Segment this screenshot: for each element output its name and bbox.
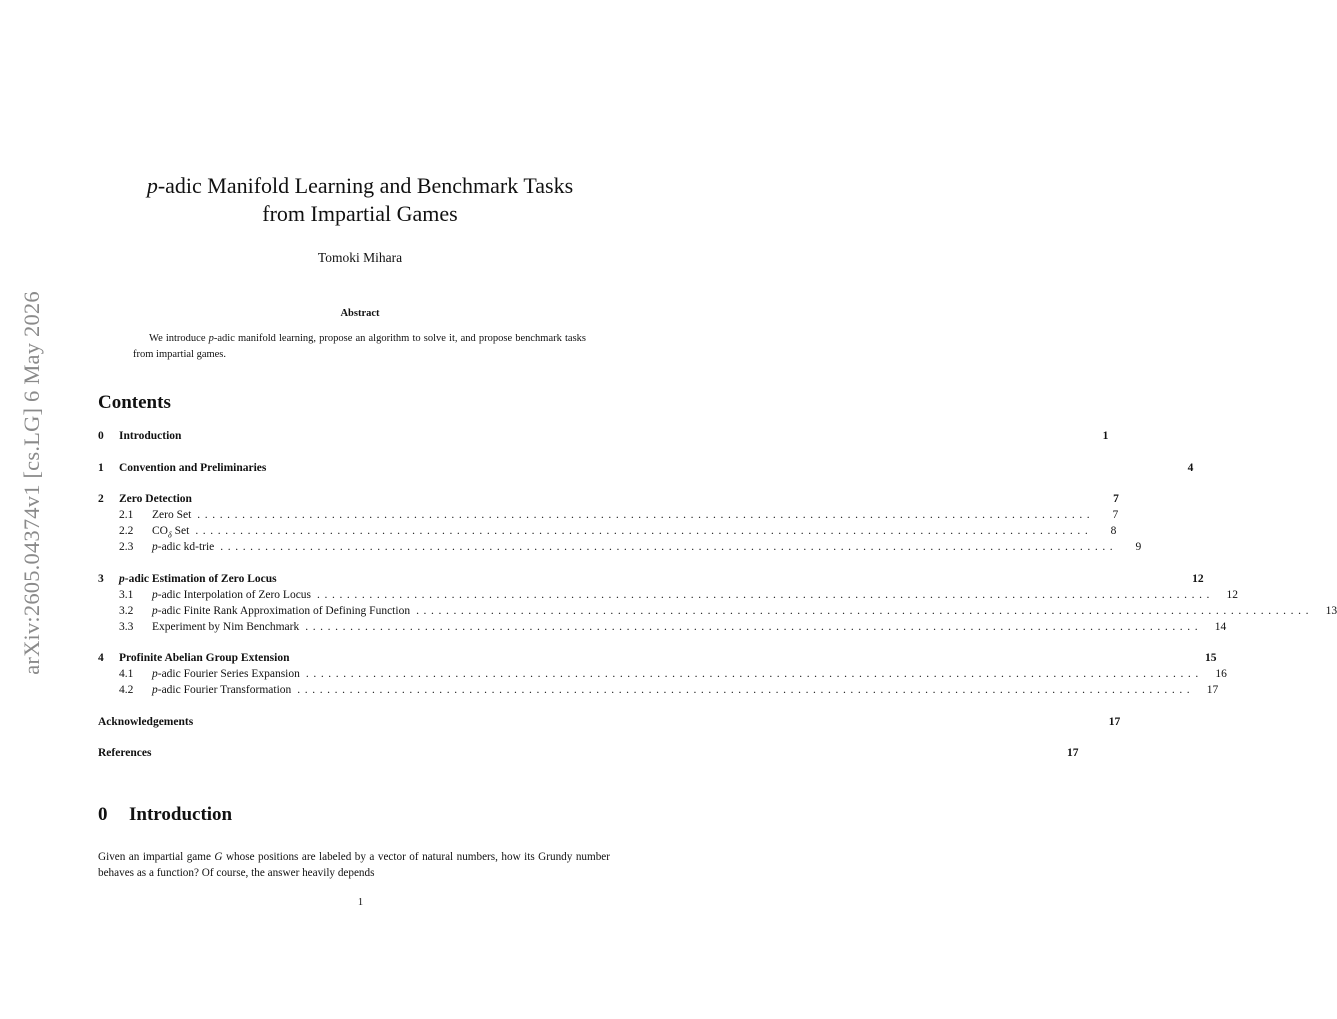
toc-entry-page: 15 xyxy=(1205,652,1217,664)
toc-entry-number: 4.1 xyxy=(119,668,134,680)
toc-entry-number: 3.1 xyxy=(119,588,134,601)
toc-entry-title: References xyxy=(98,747,152,759)
section-title: Introduction xyxy=(129,804,233,825)
title-line-2: from Impartial Games xyxy=(262,201,458,226)
toc-spacer xyxy=(98,476,610,492)
toc-spacer xyxy=(98,698,610,714)
toc-dot-leader: ........................................................................................................................ xyxy=(305,620,1203,633)
toc-entry-page: 12 xyxy=(1226,588,1239,601)
author-name: Tomoki Mihara xyxy=(317,250,403,265)
toc-entry-page: 12 xyxy=(1192,572,1204,585)
toc-entry-page: 13 xyxy=(1325,604,1337,617)
toc-dot-leader: ........................................................................................................................ xyxy=(197,509,1095,521)
paper-title xyxy=(60,172,660,228)
toc-entry-number: 0 xyxy=(98,430,104,442)
toc-entry-title: Zero Detection xyxy=(119,493,192,505)
toc-subsection-entry[interactable] xyxy=(98,587,1239,603)
toc-entry-number: 3.2 xyxy=(119,604,134,617)
title-italic-p: p xyxy=(146,173,158,198)
toc-spacer xyxy=(98,635,610,651)
toc-entry-page: 8 xyxy=(1110,525,1117,537)
toc-section-entry[interactable] xyxy=(98,714,1121,730)
toc-entry-title: p-adic Fourier Transformation xyxy=(152,684,292,696)
toc-entry-title: Experiment by Nim Benchmark xyxy=(152,620,300,633)
introduction-text: Given an impartial game G whose positions are labeled by a vector of natural numbers, how its Grundy number behaves as a function? Of course, the answer heavily depends xyxy=(98,851,610,879)
toc-dot-leader: ........................................................................................................................ xyxy=(305,668,1203,680)
toc-entry-title: p-adic Fourier Series Expansion xyxy=(152,668,300,680)
toc-entry-page: 7 xyxy=(1113,493,1119,505)
abstract-heading: Abstract xyxy=(340,308,380,319)
introduction-heading xyxy=(98,804,232,826)
toc-entry-page: 16 xyxy=(1215,668,1227,680)
abstract-text: We introduce p-adic manifold learning, propose an algorithm to solve it, and propose benchmark tasks from impartial games. xyxy=(133,333,586,360)
toc-entry-number: 4.2 xyxy=(119,684,134,696)
toc-subsection-entry[interactable] xyxy=(98,523,1117,540)
toc-entry-number: 1 xyxy=(98,461,104,474)
toc-entry-page: 17 xyxy=(1108,715,1121,728)
toc-section-entry[interactable] xyxy=(98,745,1079,761)
toc-dot-leader: ........................................................................................................................ xyxy=(416,604,1314,617)
toc-dot-leader: ........................................................................................................................ xyxy=(317,588,1215,601)
table-of-contents xyxy=(98,428,1337,761)
toc-entry-number: 3 xyxy=(98,572,104,585)
toc-entry-title: p-adic Estimation of Zero Locus xyxy=(119,572,277,585)
toc-entry-page: 14 xyxy=(1214,620,1227,633)
title-line-1 xyxy=(60,172,660,200)
title-line-1-rest: -adic Manifold Learning and Benchmark Tasks xyxy=(157,173,574,198)
toc-section-entry[interactable] xyxy=(98,428,1109,444)
arxiv-identifier: arXiv:2605.04374v1 [cs.LG] 6 May 2026 xyxy=(19,290,44,675)
toc-entry-title: p-adic Interpolation of Zero Locus xyxy=(152,588,312,601)
arxiv-stamp xyxy=(16,290,48,675)
toc-entry-title: Acknowledgements xyxy=(98,715,194,728)
toc-dot-leader: ........................................................................................................................ xyxy=(297,684,1195,696)
toc-subsection-entry[interactable] xyxy=(98,619,1227,635)
toc-entry-title: Introduction xyxy=(119,430,182,442)
toc-entry-title: Profinite Abelian Group Extension xyxy=(119,652,290,664)
toc-entry-page: 7 xyxy=(1112,509,1119,521)
toc-section-entry[interactable] xyxy=(98,491,1119,507)
toc-entry-page: 1 xyxy=(1102,430,1109,442)
toc-entry-title: $CO_\delta$ Set xyxy=(152,525,190,540)
toc-dot-leader: ........................................................................................................................ xyxy=(195,525,1093,537)
toc-entry-number: 2.1 xyxy=(119,509,134,521)
toc-subsection-entry[interactable] xyxy=(98,666,1227,682)
toc-entry-title: Convention and Preliminaries xyxy=(119,461,267,474)
toc-entry-page: 4 xyxy=(1187,461,1194,474)
toc-subsection-entry[interactable] xyxy=(98,682,1219,698)
toc-entry-page: 17 xyxy=(1066,747,1079,759)
toc-entry-title: p-adic kd-trie xyxy=(152,541,215,553)
toc-entry-number: 2.2 xyxy=(119,525,134,537)
section-number: 0 xyxy=(98,804,108,825)
toc-subsection-entry[interactable] xyxy=(98,539,1142,555)
toc-section-entry[interactable] xyxy=(98,650,1217,666)
toc-entry-page: 17 xyxy=(1206,684,1219,696)
toc-spacer xyxy=(98,730,610,746)
toc-entry-number: 3.3 xyxy=(119,620,134,633)
contents-heading: Contents xyxy=(98,392,171,413)
toc-subsection-entry[interactable] xyxy=(98,603,1337,619)
toc-entry-number: 4 xyxy=(98,652,104,664)
toc-spacer xyxy=(98,444,610,460)
toc-section-entry[interactable] xyxy=(98,460,1194,476)
toc-entry-page: 9 xyxy=(1135,541,1142,553)
toc-spacer xyxy=(98,555,610,571)
page-number: 1 xyxy=(357,897,364,908)
toc-entry-number: 2 xyxy=(98,493,104,505)
toc-dot-leader: ........................................................................................................................ xyxy=(220,541,1118,553)
toc-entry-number: 2.3 xyxy=(119,541,134,553)
toc-section-entry[interactable] xyxy=(98,571,1204,587)
toc-entry-title: p-adic Finite Rank Approximation of Defining Function xyxy=(152,604,411,617)
toc-subsection-entry[interactable] xyxy=(98,507,1119,523)
toc-entry-title: Zero Set xyxy=(152,509,192,521)
